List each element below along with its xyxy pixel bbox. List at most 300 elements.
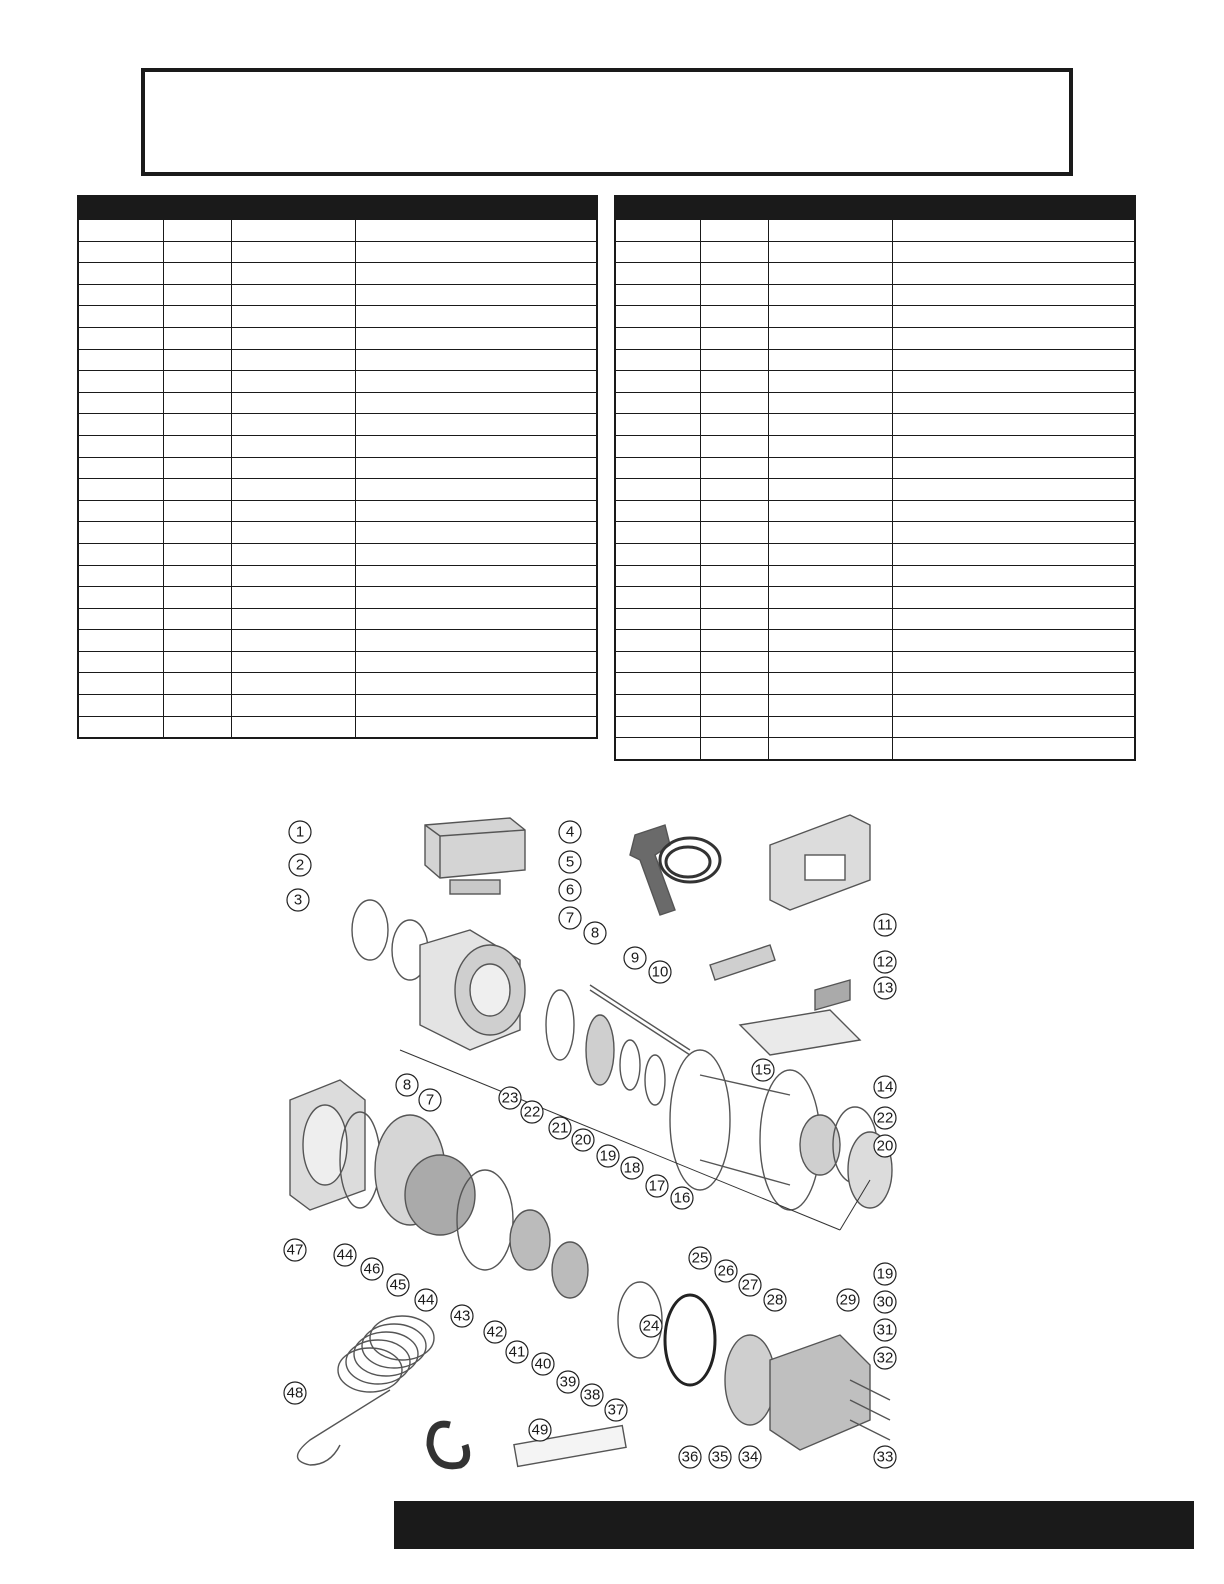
callout-11 (874, 914, 896, 936)
callout-22 (521, 1101, 543, 1123)
table-cell (892, 349, 1135, 371)
table-cell (231, 435, 355, 457)
table-cell (768, 608, 892, 630)
table-cell (355, 695, 597, 717)
table-row (78, 392, 597, 414)
hook-illustration (430, 1424, 467, 1466)
table-row (615, 435, 1135, 457)
table-cell (615, 695, 700, 717)
table-cell (615, 220, 700, 242)
table-cell (231, 651, 355, 673)
table-cell (768, 651, 892, 673)
table-cell (355, 220, 597, 242)
callout-number: 27 (741, 1276, 759, 1294)
callout-number: 21 (551, 1119, 569, 1137)
callout-number: 24 (642, 1317, 660, 1335)
callout-47 (284, 1239, 306, 1261)
table-row (78, 565, 597, 587)
table-cell (355, 284, 597, 306)
table-cell (768, 220, 892, 242)
callout-number: 7 (565, 909, 575, 927)
table-cell (615, 457, 700, 479)
table-cell (78, 457, 163, 479)
table-cell (892, 543, 1135, 565)
table-cell (163, 651, 231, 673)
callout-36 (679, 1446, 701, 1468)
table-cell (768, 587, 892, 609)
table-cell (615, 738, 700, 760)
callout-number: 20 (574, 1131, 592, 1149)
table-cell (768, 241, 892, 263)
table-row (78, 500, 597, 522)
table-cell (768, 414, 892, 436)
table-row (78, 349, 597, 371)
table-cell (78, 630, 163, 652)
table-row (78, 630, 597, 652)
table-row (615, 371, 1135, 393)
table-row (615, 543, 1135, 565)
parts-list-table-right (614, 195, 1136, 761)
table-cell (700, 565, 768, 587)
table-cell (892, 673, 1135, 695)
table-cell (615, 630, 700, 652)
table-cell (78, 327, 163, 349)
table-cell (700, 673, 768, 695)
table-cell (700, 263, 768, 285)
callout-number: 28 (766, 1291, 784, 1309)
table-row (78, 457, 597, 479)
table-cell (615, 651, 700, 673)
table-cell (700, 241, 768, 263)
table-cell (231, 220, 355, 242)
callout-13 (874, 977, 896, 999)
table-cell (700, 392, 768, 414)
table-cell (892, 414, 1135, 436)
table-row (615, 392, 1135, 414)
table-cell (163, 673, 231, 695)
table-cell (355, 651, 597, 673)
table-cell (355, 392, 597, 414)
table-cell (615, 673, 700, 695)
table-cell (355, 241, 597, 263)
callout-number: 22 (876, 1109, 894, 1127)
table-row (615, 306, 1135, 328)
callout-26 (715, 1260, 737, 1282)
table-cell (163, 457, 231, 479)
callout-number: 23 (501, 1089, 519, 1107)
callout-number: 12 (876, 953, 894, 971)
callout-22 (874, 1107, 896, 1129)
table-row (78, 306, 597, 328)
callout-number: 34 (741, 1448, 759, 1466)
table-cell (355, 349, 597, 371)
table-row (78, 543, 597, 565)
callout-number: 32 (876, 1349, 894, 1367)
table-cell (355, 543, 597, 565)
remote-control-illustration (630, 825, 720, 915)
table-cell (78, 716, 163, 738)
callout-number: 10 (651, 963, 669, 981)
callout-number: 45 (389, 1276, 407, 1294)
table-cell (768, 673, 892, 695)
callout-39 (557, 1371, 579, 1393)
table-row (615, 695, 1135, 717)
table-cell (768, 738, 892, 760)
table-cell (892, 587, 1135, 609)
table-cell (355, 263, 597, 285)
callout-number: 39 (559, 1373, 577, 1391)
table-cell (355, 522, 597, 544)
table-cell (768, 306, 892, 328)
callout-number: 18 (623, 1159, 641, 1177)
table-cell (768, 327, 892, 349)
table-cell (78, 587, 163, 609)
table-cell (163, 565, 231, 587)
callout-number: 43 (453, 1307, 471, 1325)
callout-16 (671, 1187, 693, 1209)
callout-2 (289, 854, 311, 876)
table-cell (355, 457, 597, 479)
table-row (78, 651, 597, 673)
callout-12 (874, 951, 896, 973)
table-cell (78, 435, 163, 457)
table-cell (163, 630, 231, 652)
callout-number: 22 (523, 1103, 541, 1121)
callout-number: 6 (565, 881, 575, 899)
table-cell (615, 241, 700, 263)
table-header-row (78, 196, 597, 220)
table-row (78, 371, 597, 393)
table-row (615, 414, 1135, 436)
callout-32 (874, 1347, 896, 1369)
callout-number: 48 (286, 1384, 304, 1402)
callout-number: 7 (425, 1091, 435, 1109)
table-cell (78, 306, 163, 328)
callout-number: 49 (531, 1421, 549, 1439)
callout-21 (549, 1117, 571, 1139)
callout-number: 2 (295, 856, 305, 874)
table-row (78, 522, 597, 544)
callout-45 (387, 1274, 409, 1296)
table-cell (355, 587, 597, 609)
callout-3 (287, 889, 309, 911)
callout-number: 33 (876, 1448, 894, 1466)
table-cell (615, 306, 700, 328)
table-cell (78, 543, 163, 565)
table-cell (231, 327, 355, 349)
table-cell (768, 522, 892, 544)
table-cell (615, 587, 700, 609)
table-row (615, 457, 1135, 479)
table-row (615, 565, 1135, 587)
table-row (615, 673, 1135, 695)
table-row (78, 435, 597, 457)
table-cell (163, 522, 231, 544)
table-cell (615, 479, 700, 501)
table-cell (78, 349, 163, 371)
table-cell (163, 414, 231, 436)
callout-24 (640, 1315, 662, 1337)
callout-number: 29 (839, 1291, 857, 1309)
table-cell (231, 306, 355, 328)
callout-44 (415, 1289, 437, 1311)
table-cell (231, 695, 355, 717)
table-cell (163, 306, 231, 328)
table-cell (163, 479, 231, 501)
table-row (78, 608, 597, 630)
callout-5 (559, 851, 581, 873)
table-cell (355, 327, 597, 349)
table-cell (700, 306, 768, 328)
table-cell (700, 435, 768, 457)
callout-number: 8 (590, 924, 600, 942)
callout-number: 9 (630, 949, 640, 967)
table-cell (163, 263, 231, 285)
callout-number: 14 (876, 1078, 894, 1096)
callout-8 (396, 1074, 418, 1096)
table-cell (163, 695, 231, 717)
table-cell (615, 284, 700, 306)
callout-number: 25 (691, 1249, 709, 1267)
table-cell (700, 651, 768, 673)
callout-number: 44 (336, 1246, 354, 1264)
callout-49 (529, 1419, 551, 1441)
table-cell (892, 392, 1135, 414)
table-cell (615, 716, 700, 738)
table-cell (231, 414, 355, 436)
table-header-row (615, 196, 1135, 220)
table-cell (78, 241, 163, 263)
table-cell (615, 263, 700, 285)
table-cell (892, 284, 1135, 306)
callout-8 (584, 922, 606, 944)
table-cell (700, 630, 768, 652)
table-row (615, 738, 1135, 760)
table-cell (78, 263, 163, 285)
table-cell (163, 543, 231, 565)
table-row (615, 220, 1135, 242)
callout-number: 11 (877, 916, 893, 934)
table-cell (615, 435, 700, 457)
table-cell (78, 673, 163, 695)
gearbox-housing-illustration (725, 1335, 890, 1450)
callout-37 (605, 1399, 627, 1421)
table-cell (768, 716, 892, 738)
table-cell (78, 695, 163, 717)
table-cell (355, 435, 597, 457)
callout-number: 19 (876, 1265, 894, 1283)
table-cell (615, 392, 700, 414)
table-cell (231, 608, 355, 630)
table-row (78, 673, 597, 695)
table-cell (355, 371, 597, 393)
callout-number: 31 (876, 1321, 894, 1339)
callout-20 (572, 1129, 594, 1151)
table-cell (355, 306, 597, 328)
table-row (615, 263, 1135, 285)
table-cell (78, 522, 163, 544)
callout-number: 38 (583, 1386, 601, 1404)
table-cell (163, 327, 231, 349)
table-row (615, 587, 1135, 609)
table-cell (231, 457, 355, 479)
callout-23 (499, 1087, 521, 1109)
table-cell (163, 371, 231, 393)
wire-rope-illustration (298, 1316, 435, 1465)
table-cell (892, 435, 1135, 457)
table-row (78, 587, 597, 609)
callout-number: 19 (599, 1147, 617, 1165)
table-cell (700, 500, 768, 522)
table-cell (892, 608, 1135, 630)
table-row (78, 220, 597, 242)
table-cell (700, 327, 768, 349)
table-cell (231, 241, 355, 263)
callout-43 (451, 1305, 473, 1327)
parts-list-table-left (77, 195, 598, 739)
table-cell (78, 220, 163, 242)
table-cell (78, 392, 163, 414)
table-cell (700, 479, 768, 501)
table-row (615, 349, 1135, 371)
table-cell (231, 673, 355, 695)
callout-42 (484, 1321, 506, 1343)
table-cell (700, 414, 768, 436)
table-cell (78, 414, 163, 436)
table-cell (700, 543, 768, 565)
table-cell (355, 565, 597, 587)
table-cell (163, 220, 231, 242)
table-cell (78, 371, 163, 393)
callout-number: 26 (717, 1262, 735, 1280)
table-cell (78, 284, 163, 306)
table-cell (78, 608, 163, 630)
callout-number: 36 (681, 1448, 699, 1466)
table-cell (700, 371, 768, 393)
callout-25 (689, 1247, 711, 1269)
callout-48 (284, 1382, 306, 1404)
table-row (78, 327, 597, 349)
table-cell (892, 500, 1135, 522)
table-cell (892, 457, 1135, 479)
table-cell (163, 392, 231, 414)
table-cell (892, 220, 1135, 242)
table-cell (355, 414, 597, 436)
table-cell (892, 738, 1135, 760)
table-cell (615, 500, 700, 522)
table-cell (700, 738, 768, 760)
table-cell (231, 500, 355, 522)
table-cell (892, 241, 1135, 263)
callout-9 (624, 947, 646, 969)
table-cell (231, 630, 355, 652)
callout-18 (621, 1157, 643, 1179)
fairlead-illustration (770, 815, 870, 910)
callout-30 (874, 1291, 896, 1313)
table-cell (163, 241, 231, 263)
table-cell (231, 479, 355, 501)
callout-6 (559, 879, 581, 901)
table-cell (892, 565, 1135, 587)
table-cell (700, 522, 768, 544)
footer-bar (394, 1501, 1194, 1549)
callout-20 (874, 1135, 896, 1157)
callout-4 (559, 821, 581, 843)
table-row (615, 241, 1135, 263)
callout-33 (874, 1446, 896, 1468)
table-cell (892, 695, 1135, 717)
table-cell (768, 435, 892, 457)
callout-number: 44 (417, 1291, 435, 1309)
callout-number: 17 (648, 1177, 666, 1195)
table-cell (163, 349, 231, 371)
table-cell (163, 500, 231, 522)
gasket-ring (352, 900, 388, 960)
table-cell (615, 608, 700, 630)
callout-number: 40 (534, 1355, 552, 1373)
table-cell (78, 651, 163, 673)
callout-7 (559, 907, 581, 929)
table-cell (231, 543, 355, 565)
table-cell (700, 587, 768, 609)
table-cell (700, 716, 768, 738)
table-cell (892, 306, 1135, 328)
callout-41 (506, 1341, 528, 1363)
callout-19 (874, 1263, 896, 1285)
exploded-parts-diagram (270, 800, 930, 1480)
table-row (615, 522, 1135, 544)
table-cell (892, 716, 1135, 738)
table-cell (615, 522, 700, 544)
callout-1 (289, 821, 311, 843)
callout-7 (419, 1089, 441, 1111)
callout-46 (361, 1258, 383, 1280)
table-cell (700, 695, 768, 717)
callout-27 (739, 1274, 761, 1296)
table-cell (355, 608, 597, 630)
callout-number: 20 (876, 1137, 894, 1155)
table-cell (892, 651, 1135, 673)
callout-35 (709, 1446, 731, 1468)
table-cell (615, 565, 700, 587)
table-cell (768, 457, 892, 479)
table-row (615, 630, 1135, 652)
callout-44 (334, 1244, 356, 1266)
table-row (78, 284, 597, 306)
table-cell (892, 371, 1135, 393)
table-row (78, 716, 597, 738)
callout-number: 3 (293, 891, 303, 909)
table-cell (231, 371, 355, 393)
callout-number: 16 (673, 1189, 691, 1207)
table-cell (78, 565, 163, 587)
table-cell (355, 673, 597, 695)
table-cell (892, 522, 1135, 544)
callout-number: 35 (711, 1448, 729, 1466)
table-cell (231, 716, 355, 738)
table-cell (355, 479, 597, 501)
table-cell (892, 630, 1135, 652)
end-housing-illustration (290, 1080, 365, 1210)
table-cell (768, 543, 892, 565)
table-cell (700, 608, 768, 630)
table-cell (78, 500, 163, 522)
table-cell (231, 263, 355, 285)
table-cell (78, 479, 163, 501)
table-cell (615, 371, 700, 393)
table-cell (700, 457, 768, 479)
callout-number: 4 (565, 823, 575, 841)
